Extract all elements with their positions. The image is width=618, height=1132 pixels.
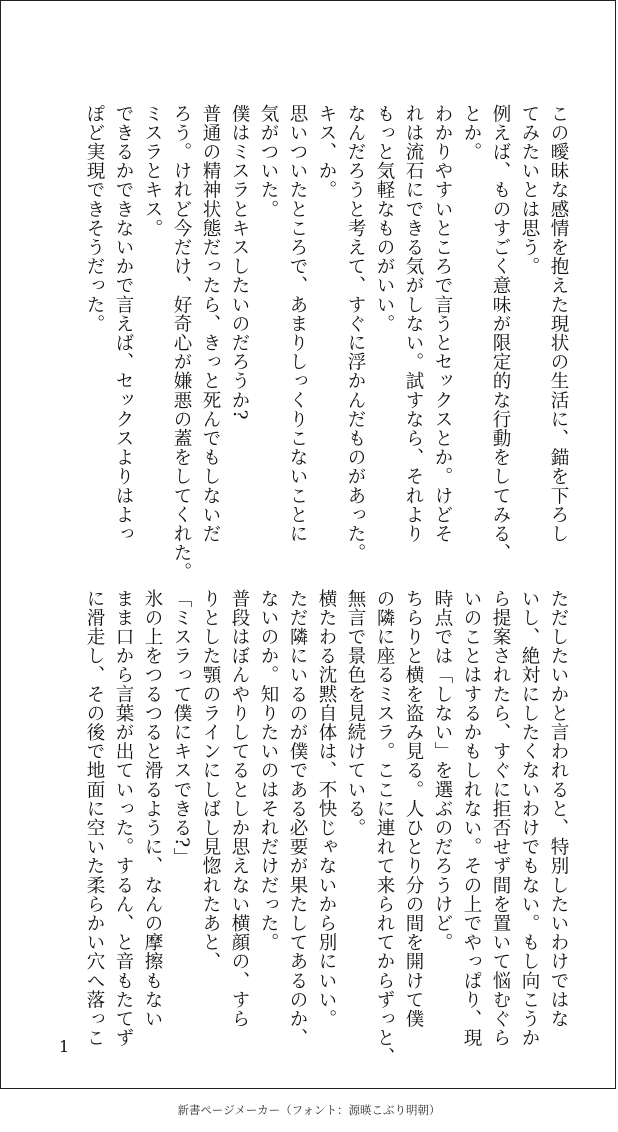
text-line: 気がついた。: [258, 104, 279, 219]
text-line: 思いついたところで、あまりしっくりこないことに: [287, 104, 308, 544]
upper-text-block: [80, 104, 573, 582]
text-line: なんだろうと考えて、すぐに浮かんだものがあった。: [345, 104, 366, 563]
text-line: の隣に座るミスラ。ここに連れて来られてからずっと、: [374, 589, 395, 1067]
footer-caption: 新書ページメーカー（フォント：源暎こぶり明朝）: [177, 1103, 441, 1117]
text-line: とか。: [461, 104, 482, 162]
text-line: もっと気軽なものがいい。: [374, 104, 395, 334]
text-line: に滑走し、その後で地面に空いた柔らかい穴へ落っこ: [84, 589, 105, 1048]
text-line: 僕はミスラとキスしたいのだろうか?: [229, 104, 250, 421]
text-line: ミスラとキス。: [142, 104, 163, 238]
page-number: 1: [59, 1037, 70, 1056]
text-line: いし、絶対にしたくないわけでもない。もし向こうか: [519, 589, 540, 1048]
text-line: 無言で景色を見続けている。: [345, 589, 366, 838]
text-line: 氷の上をつるつると滑るように、なんの摩擦もない: [142, 589, 163, 1029]
text-line: ちらりと横を盗み見る。人ひとり分の間を開けて僕: [403, 589, 424, 1029]
text-line: 時点では「しない」を選ぶのだろうけど。: [432, 589, 453, 952]
text-line: ただしたいかと言われると、特別したいわけではな: [548, 589, 569, 1029]
text-line: ないのか。知りたいのはそれだけだった。: [258, 589, 279, 952]
text-line: 普段はぼんやりしてるとしか思えない横顔の、すら: [229, 589, 250, 1029]
text-line: キス、か。: [316, 104, 337, 200]
text-line: 例えば、ものすごく意味が限定的な行動をしてみる、: [490, 104, 511, 563]
text-line: ただ隣にいるのが僕である必要が果たしてあるのか、: [287, 589, 308, 1048]
text-line: りとした顎のラインにしばし見惚れたあと、: [200, 589, 221, 971]
text-line: ら提案されたら、すぐに拒否せず間を置いて悩むぐら: [490, 589, 511, 1048]
text-line: できるかできないかで言えば、セックスよりはよっ: [113, 104, 134, 544]
text-line: わかりやすいところで言うとセックスとか。けどそ: [432, 104, 453, 544]
text-line: 普通の精神状態だったら、きっと死んでもしないだ: [200, 104, 221, 544]
text-line: ろう。けれど今だけ、好奇心が嫌悪の蓋をしてくれた。: [171, 104, 192, 582]
text-line: 横たわる沈黙自体は、不快じゃないから別にいい。: [316, 589, 337, 1029]
text-line: まま口から言葉が出ていった。するん、と音もたてず: [113, 589, 134, 1048]
text-line: ぽど実現できそうだった。: [84, 104, 105, 334]
text-line: この曖昧な感情を抱えた現状の生活に、錨を下ろし: [548, 104, 569, 544]
lower-text-block: [80, 589, 573, 1067]
text-line: てみたいとは思う。: [519, 104, 540, 276]
text-line: いのことはするかもしれない。その上でやっぱり、現: [461, 589, 482, 1048]
text-line: れは流石にできる気がしない。試すなら、それより: [403, 104, 424, 544]
text-line: 「ミスラって僕にキスできる?」: [171, 589, 192, 867]
